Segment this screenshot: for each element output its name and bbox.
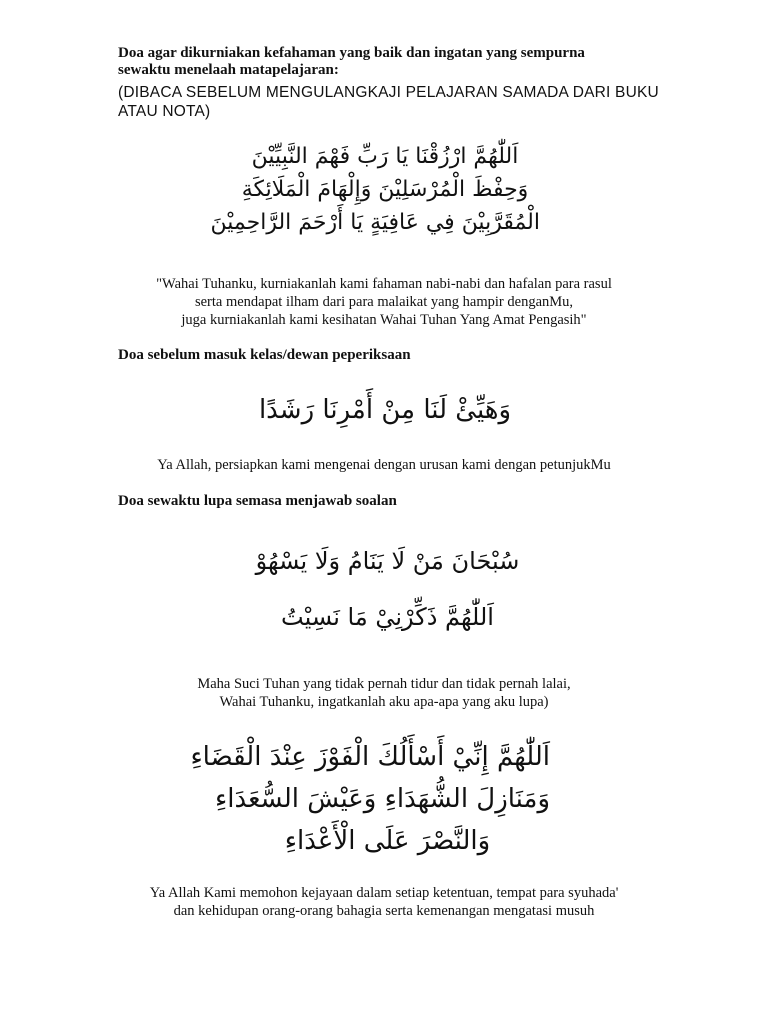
section3-heading: Doa sewaktu lupa semasa menjawab soalan — [118, 493, 397, 509]
section1-translation-line2: serta mendapat ilham dari para malaikat yang hampir denganMu, — [194, 294, 574, 310]
section1-arabic-line2: وَحِفْظَ الْمُرْسَلِيْنَ وَإِلْهَامَ الْمَلَائِكَةِ — [241, 177, 529, 202]
section3-arabic-line1: سُبْحَانَ مَنْ لَا يَنَامُ وَلَا يَسْهُوْ — [255, 547, 520, 575]
section2-arabic-calligraphy — [230, 390, 540, 430]
section3-arabic-calligraphy — [250, 533, 525, 645]
section1-subheading — [118, 83, 678, 121]
section2-heading: Doa sebelum masuk kelas/dewan peperiksaan — [118, 347, 411, 363]
section1-arabic-line3: الْمُقَرَّبِيْنَ فِي عَافِيَةٍ يَا أَرْحَمَ الرَّاحِمِيْنَ — [210, 210, 540, 235]
section4-arabic-line3: وَالنَّصْرَ عَلَى الْأَعْدَاءِ — [284, 826, 491, 856]
section4-arabic-line1: اَللّٰهُمَّ إِنِّيْ أَسْأَلُكَ الْفَوْزَ عِنْدَ الْقَضَاءِ — [190, 742, 550, 772]
section2-translation — [0, 456, 768, 474]
section3-translation-line2: Wahai Tuhanku, ingatkanlah aku apa-apa yang aku lupa) — [219, 694, 549, 710]
section2-translation-line1: Ya Allah, persiapkan kami mengenai dengan urusan kami dengan petunjukMu — [157, 457, 611, 473]
section3-translation — [0, 675, 768, 711]
section1-heading — [118, 45, 678, 79]
section1-arabic-line1: اَللّٰهُمَّ ارْزُقْنَا يَا رَبِّ فَهْمَ النَّبِيِّيْنَ — [251, 144, 519, 169]
section1-heading-line1: Doa agar dikurniakan kefahaman yang baik dan ingatan yang sempurna — [118, 45, 585, 61]
section1-translation-line3: juga kurniakanlah kami kesihatan Wahai Tuhan Yang Amat Pengasih" — [181, 312, 587, 328]
section1-translation — [0, 275, 768, 329]
section1-subheading-line2: ATAU NOTA) — [118, 103, 211, 120]
section1-translation-line1: "Wahai Tuhanku, kurniakanlah kami fahaman nabi-nabi dan hafalan para rasul — [156, 276, 612, 292]
section4-translation-line2: dan kehidupan orang-orang bahagia serta kemenangan mengatasi musuh — [173, 903, 595, 919]
section4-translation — [0, 884, 768, 920]
section1-arabic-calligraphy — [210, 140, 540, 239]
section2-arabic-line1: وَهَيِّئْ لَنَا مِنْ أَمْرِنَا رَشَدًا — [258, 395, 512, 425]
section1-subheading-line1: (DIBACA SEBELUM MENGULANGKAJI PELAJARAN SAMADA DARI BUKU — [118, 84, 659, 101]
section3-arabic-line2: اَللّٰهُمَّ ذَكِّرْنِيْ مَا نَسِيْتُ — [281, 603, 494, 631]
section4-arabic-calligraphy — [190, 736, 550, 862]
section1-heading-line2: sewaktu menelaah matapelajaran: — [118, 62, 339, 78]
section4-arabic-line2: وَمَنَازِلَ الشُّهَدَاءِ وَعَيْشَ السُّعَدَاءِ — [215, 784, 550, 814]
section4-translation-line1: Ya Allah Kami memohon kejayaan dalam setiap ketentuan, tempat para syuhada' — [149, 885, 619, 901]
section3-translation-line1: Maha Suci Tuhan yang tidak pernah tidur dan tidak pernah lalai, — [197, 676, 571, 692]
